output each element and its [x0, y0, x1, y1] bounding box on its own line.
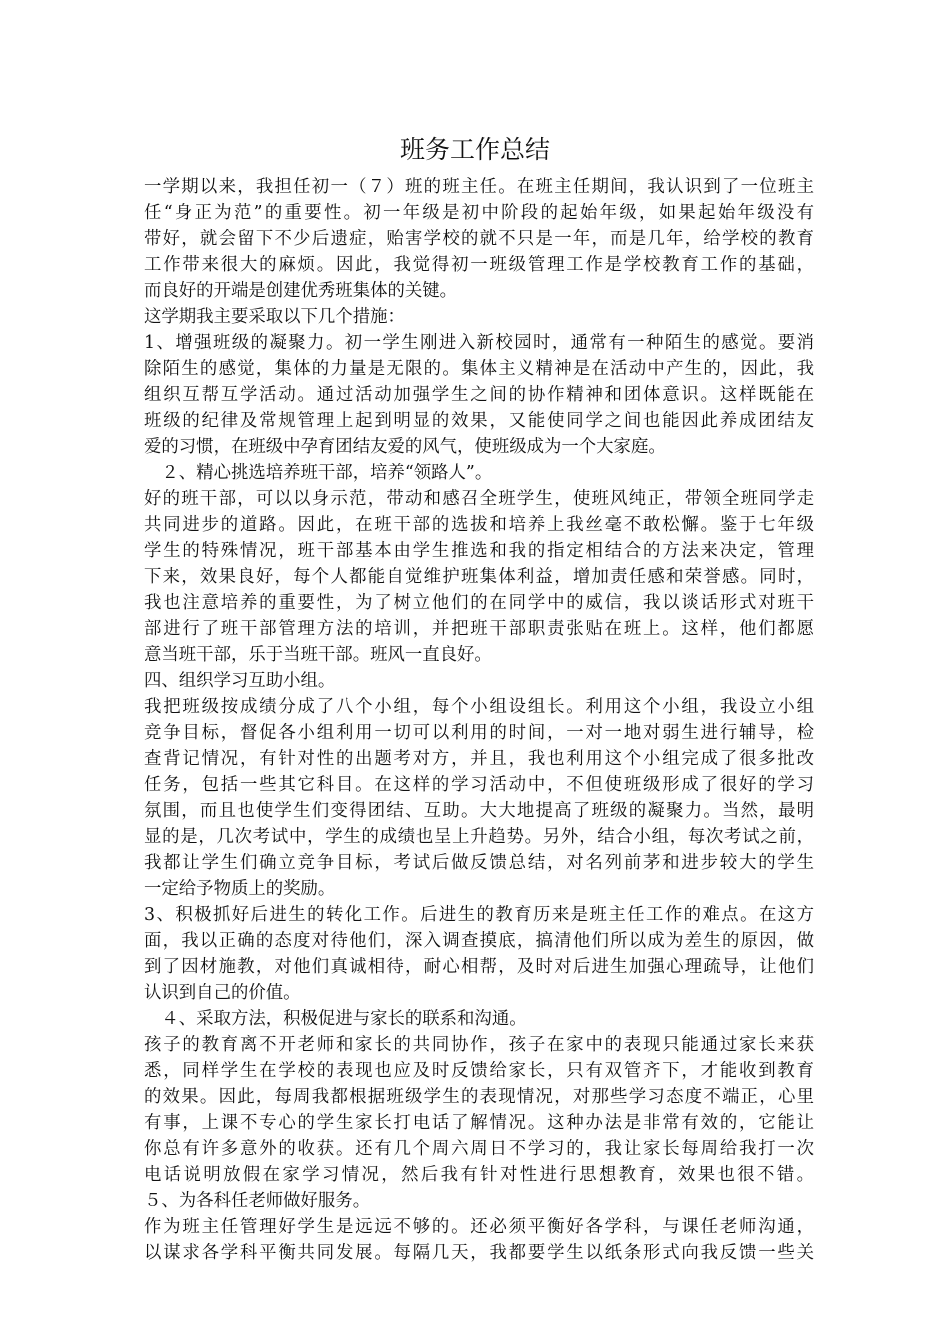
text-line: 四、组织学习互助小组。 [144, 671, 336, 691]
text-line: 爱的习惯，在班级中孕育团结友爱的风气，使班级成为一个大家庭。 [144, 437, 666, 457]
text-line: 除陌生的感觉，集体的力量是无限的。集体主义精神是在活动中产生的，因此，我 [144, 359, 814, 379]
text-line: 任务，包括一些其它科目。在这样的学习活动中，不但使班级形成了很好的学习 [144, 775, 814, 795]
text-line: 学生的特殊情况，班干部基本由学生推选和我的指定相结合的方法来决定，管理 [144, 541, 814, 561]
text-line: 面，我以正确的态度对待他们，深入调查摸底，搞清他们所以成为差生的原因，做 [144, 931, 814, 951]
text-line: 的效果。因此，每周我都根据班级学生的表现情况，对那些学习态度不端正，心里 [144, 1087, 814, 1107]
text-line: 共同进步的道路。因此，在班干部的选拔和培养上我丝毫不敢松懈。鉴于七年级 [144, 515, 814, 535]
text-line: 一定给予物质上的奖励。 [144, 879, 336, 899]
text-line: 班级的纪律及常规管理上起到明显的效果，又能使同学之间也能因此养成团结友 [144, 411, 814, 431]
text-line: 我把班级按成绩分成了八个小组，每个小组设组长。利用这个小组，我设立小组 [144, 697, 814, 717]
text-line: 带好，就会留下不少后遗症，贻害学校的就不只是一年，而是几年，给学校的教育 [144, 229, 814, 249]
text-line: 1、增强班级的凝聚力。初一学生刚进入新校园时，通常有一种陌生的感觉。要消 [144, 333, 814, 353]
document-title: 班务工作总结 [399, 135, 550, 164]
text-line: 我都让学生们确立竞争目标，考试后做反馈总结，对名列前茅和进步较大的学生 [144, 853, 814, 873]
text-line: 氛围，而且也使学生们变得团结、互助。大大地提高了班级的凝聚力。当然，最明 [144, 801, 814, 821]
text-line: 3、积极抓好后进生的转化工作。后进生的教育历来是班主任工作的难点。在这方 [144, 905, 814, 925]
text-line: ５、为各科任老师做好服务。 [144, 1191, 371, 1211]
text-line: 这学期我主要采取以下几个措施： [144, 307, 405, 327]
text-line: 好的班干部，可以以身示范，带动和感召全班学生，使班风纯正，带领全班同学走 [144, 489, 814, 509]
text-line: 我也注意培养的重要性，为了树立他们的在同学中的威信，我以谈话形式对班干 [144, 593, 814, 613]
text-line: 以谋求各学科平衡共同发展。每隔几天，我都要学生以纸条形式向我反馈一些关 [144, 1243, 814, 1263]
text-line: 你总有许多意外的收获。还有几个周六周日不学习的，我让家长每周给我打一次 [144, 1139, 814, 1159]
text-line: 一学期以来，我担任初一（７）班的班主任。在班主任期间，我认识到了一位班主 [144, 177, 814, 197]
text-line: 查背记情况，有针对性的出题考对方，并且，我也利用这个小组完成了很多批改 [144, 749, 814, 769]
text-line: 悉，同样学生在学校的表现也应及时反馈给家长，只有双管齐下，才能收到教育 [144, 1061, 814, 1081]
text-line: 部进行了班干部管理方法的培训，并把班干部职责张贴在班上。这样，他们都愿 [144, 619, 814, 639]
text-line: ４、采取方法，积极促进与家长的联系和沟通。 [144, 1009, 527, 1029]
text-line: 孩子的教育离不开老师和家长的共同协作，孩子在家中的表现只能通过家长来获 [144, 1035, 814, 1055]
text-line: 到了因材施教，对他们真诚相待，耐心相帮，及时对后进生加强心理疏导，让他们 [144, 957, 814, 977]
text-line: ２、精心挑选培养班干部，培养“领路人”。 [144, 463, 493, 483]
text-line: 竞争目标，督促各小组利用一切可以利用的时间，一对一地对弱生进行辅导，检 [144, 723, 814, 743]
text-line: 认识到自己的价值。 [144, 983, 301, 1003]
text-line: 作为班主任管理好学生是远远不够的。还必须平衡好各学科，与课任老师沟通， [144, 1217, 814, 1237]
text-line: 有事，上课不专心的学生家长打电话了解情况。这种办法是非常有效的，它能让 [144, 1113, 814, 1133]
text-line: 工作带来很大的麻烦。因此，我觉得初一班级管理工作是学校教育工作的基础， [144, 255, 814, 275]
text-line: 任“身正为范”的重要性。初一年级是初中阶段的起始年级，如果起始年级没有 [144, 203, 814, 223]
text-line: 下来，效果良好，每个人都能自觉维护班集体利益，增加责任感和荣誉感。同时， [144, 567, 814, 587]
text-line: 意当班干部，乐于当班干部。班风一直良好。 [144, 645, 492, 665]
text-line: 组织互帮互学活动。通过活动加强学生之间的协作精神和团体意识。这样既能在 [144, 385, 814, 405]
text-line: 显的是，几次考试中，学生的成绩也呈上升趋势。另外，结合小组，每次考试之前， [144, 827, 814, 847]
text-line: 电话说明放假在家学习情况，然后我有针对性进行思想教育，效果也很不错。 [144, 1165, 814, 1185]
document-body [144, 174, 814, 1266]
text-line: 而良好的开端是创建优秀班集体的关键。 [144, 281, 458, 301]
